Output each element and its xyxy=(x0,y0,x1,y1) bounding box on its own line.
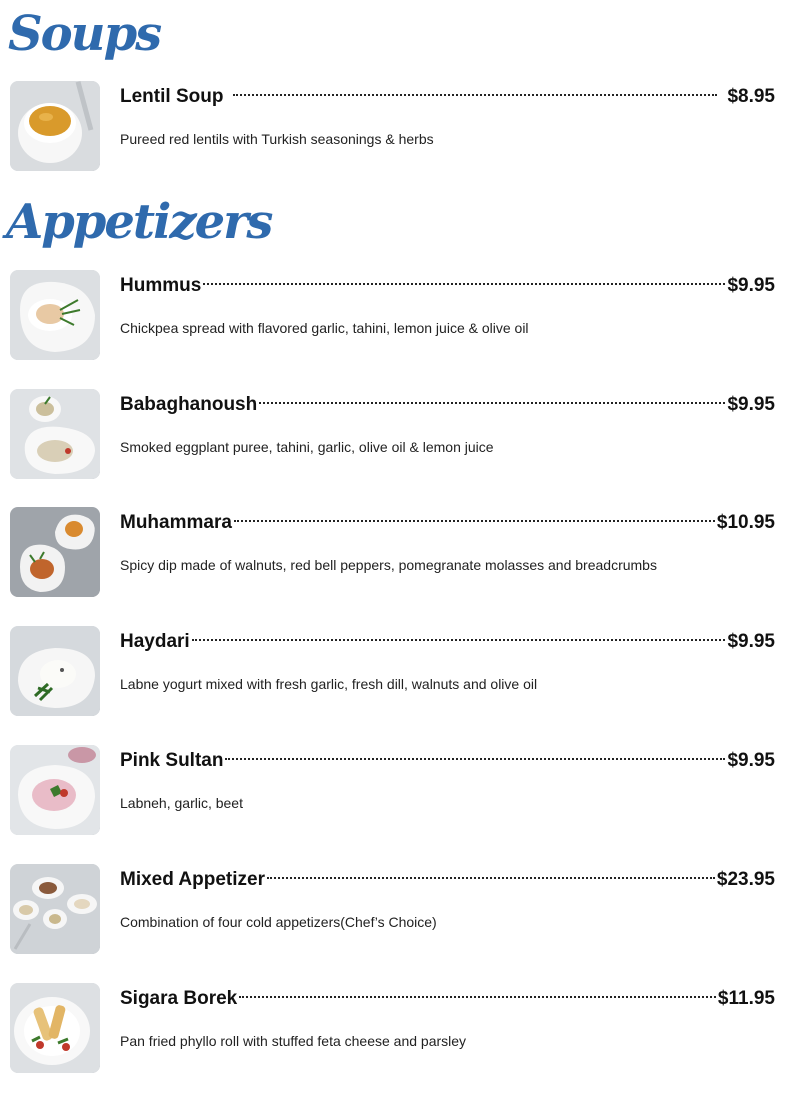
soups-heading: Soups xyxy=(8,6,161,62)
item-price: $11.95 xyxy=(717,988,775,1009)
item-price: $9.95 xyxy=(727,394,775,415)
item-description: Chickpea spread with flavored garlic, tahini, lemon juice & olive oil xyxy=(120,320,529,336)
item-description: Pan fried phyllo roll with stuffed feta cheese and parsley xyxy=(120,1033,467,1049)
menu-item-muhammara xyxy=(10,507,775,597)
dotted-leader xyxy=(225,758,725,760)
item-name: Mixed Appetizer xyxy=(120,869,265,890)
menu-item-pink-sultan xyxy=(10,745,775,835)
item-price: $9.95 xyxy=(727,631,775,652)
item-price: $9.95 xyxy=(727,275,775,296)
item-description: Combination of four cold appetizers(Chef’s Choice) xyxy=(120,914,437,930)
babaghanoush-photo xyxy=(10,389,100,479)
item-price: $10.95 xyxy=(716,512,775,533)
haydari-photo xyxy=(10,626,100,716)
item-name: Hummus xyxy=(120,275,202,296)
menu-item-lentil-soup xyxy=(10,81,775,171)
menu-item-babaghanoush xyxy=(10,389,775,479)
sigara-borek-photo xyxy=(10,983,100,1073)
dotted-leader xyxy=(192,639,726,641)
item-description: Pureed red lentils with Turkish seasonings & herbs xyxy=(120,131,434,147)
item-price: $23.95 xyxy=(716,869,775,890)
pink-sultan-photo xyxy=(10,745,100,835)
item-price: $9.95 xyxy=(727,750,775,771)
dotted-leader xyxy=(239,996,716,998)
item-name: Muhammara xyxy=(120,512,232,533)
mixed-appetizer-photo xyxy=(10,864,100,954)
dotted-leader xyxy=(234,520,715,522)
menu-item-haydari xyxy=(10,626,775,716)
lentil-soup-photo xyxy=(10,81,100,171)
muhammara-photo xyxy=(10,507,100,597)
item-price: $8.95 xyxy=(727,86,775,107)
menu-item-hummus xyxy=(10,270,775,360)
appetizers-heading: Appetizers xyxy=(6,194,272,250)
menu-item-sigara-borek xyxy=(10,983,775,1073)
item-name: Lentil Soup xyxy=(120,86,224,107)
dotted-leader xyxy=(203,283,725,285)
item-name: Haydari xyxy=(120,631,190,652)
item-description: Spicy dip made of walnuts, red bell peppers, pomegranate molasses and breadcrumbs xyxy=(120,557,657,573)
item-name: Pink Sultan xyxy=(120,750,224,771)
item-name: Babaghanoush xyxy=(120,394,258,415)
item-description: Labne yogurt mixed with fresh garlic, fresh dill, walnuts and olive oil xyxy=(120,676,538,692)
dotted-leader xyxy=(259,402,725,404)
item-description: Smoked eggplant puree, tahini, garlic, olive oil & lemon juice xyxy=(120,439,494,455)
hummus-photo xyxy=(10,270,100,360)
item-name: Sigara Borek xyxy=(120,988,238,1009)
menu-item-mixed-appetizer xyxy=(10,864,775,954)
item-description: Labneh, garlic, beet xyxy=(120,795,243,811)
dotted-leader xyxy=(267,877,715,879)
dotted-leader xyxy=(233,94,717,96)
